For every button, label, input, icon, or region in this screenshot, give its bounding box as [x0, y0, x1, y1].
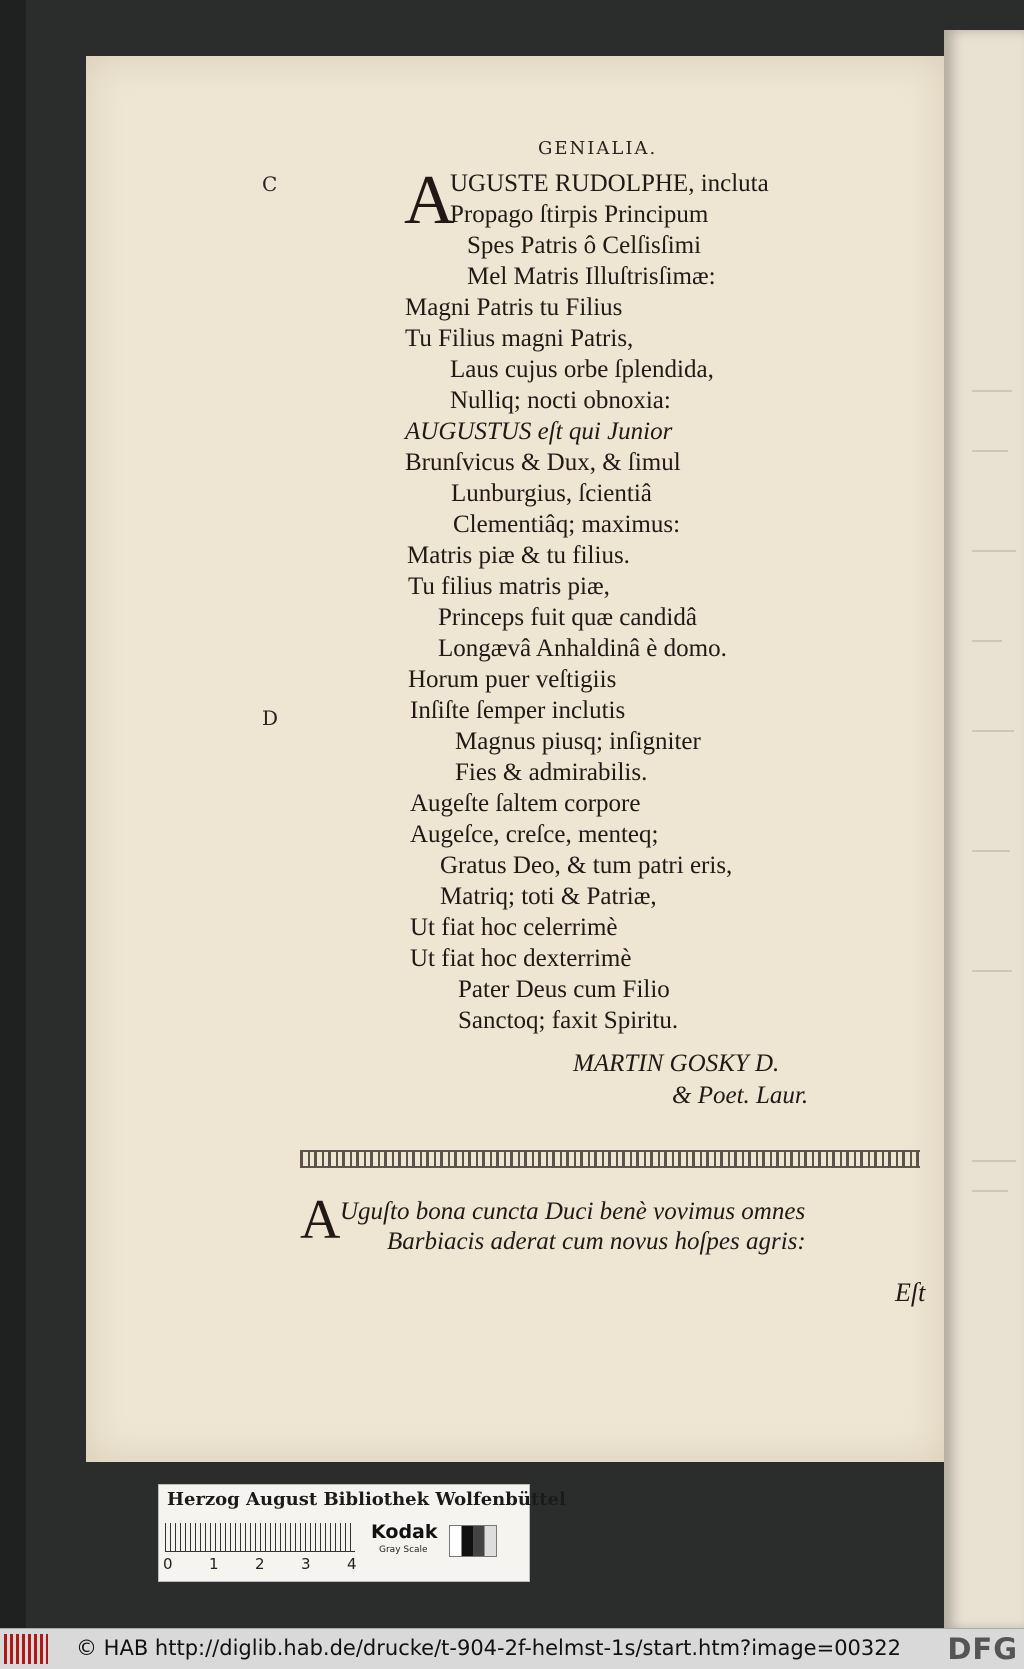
poem-line: Clementiâq; maximus:	[453, 511, 681, 538]
poem-line: Magnus piusq; inſigniter	[455, 728, 701, 755]
running-header: GENIALIA.	[538, 138, 658, 159]
poem-line: Fies & admirabilis.	[455, 759, 648, 786]
ruler-number: 3	[301, 1555, 311, 1573]
poem-attribution-title: & Poet. Laur.	[672, 1082, 809, 1109]
kodak-logo: Kodak	[371, 1521, 438, 1543]
poem-line: Longævâ Anhaldinâ è domo.	[438, 635, 727, 662]
ruler-number: 4	[347, 1555, 357, 1573]
poem-line: Gratus Deo, & tum patri eris,	[440, 852, 733, 879]
facing-page-edge	[944, 30, 1024, 1630]
poem-line: Mel Matris Illuſtrisſimæ:	[467, 263, 716, 290]
scale-ruler	[165, 1523, 355, 1552]
poem-line: Lunburgius, ſcientiâ	[451, 480, 652, 507]
signature-mark-c: C	[262, 172, 278, 196]
scan-left-edge	[0, 0, 26, 1628]
source-url-link[interactable]: © HAB http://diglib.hab.de/drucke/t-904-2f-helmst-1s/start.htm?image=00322	[76, 1636, 901, 1660]
poem-line: Matris piæ & tu filius.	[407, 542, 630, 569]
ornamental-divider	[300, 1150, 920, 1168]
poem-line: Tu filius matris piæ,	[408, 573, 610, 600]
epigram-line: Uguſto bona cuncta Duci benè vovimus omnes	[340, 1198, 806, 1225]
poem-line: Ut fiat hoc dexterrimè	[410, 945, 632, 972]
poem-line: UGUSTE RUDOLPHE, incluta	[450, 170, 769, 197]
signature-mark-d: D	[262, 706, 279, 730]
poem-line: Magni Patris tu Filius	[405, 294, 623, 321]
poem-attribution-name: MARTIN GOSKY D.	[573, 1050, 780, 1077]
library-name: Herzog August Bibliothek Wolfenbüttel	[167, 1489, 566, 1510]
catchword: Eſt	[895, 1278, 926, 1307]
ruler-number: 0	[163, 1555, 173, 1573]
ruler-number: 1	[209, 1555, 219, 1573]
gray-scale-label: Gray Scale	[379, 1545, 428, 1555]
epigram-line: Barbiacis aderat cum novus hoſpes agris:	[387, 1228, 806, 1255]
poem-line: Inſiſte ſemper inclutis	[410, 697, 626, 724]
epigram-drop-cap: A	[300, 1189, 341, 1251]
poem-line: Horum puer veſtigiis	[408, 666, 617, 693]
poem-line: Propago ſtirpis Principum	[450, 201, 709, 228]
library-color-card	[158, 1484, 566, 1582]
poem-line: Sanctoq; faxit Spiritu.	[458, 1007, 679, 1034]
poem-line: Pater Deus cum Filio	[458, 976, 670, 1003]
poem-line: AUGUSTUS eſt qui Junior	[405, 418, 673, 445]
viewer-footer	[0, 1628, 1024, 1669]
ruler-number: 2	[255, 1555, 265, 1573]
poem-line: Nulliq; nocti obnoxia:	[450, 387, 671, 414]
poem-line: Ut fiat hoc celerrimè	[410, 914, 618, 941]
poem-line: Matriq; toti & Patriæ,	[440, 883, 657, 910]
poem-line: Augeſce, creſce, menteq;	[410, 821, 659, 848]
poem-line: Augeſte ſaltem corpore	[410, 790, 641, 817]
poem-line: Princeps fuit quæ candidâ	[438, 604, 697, 631]
poem-line: Spes Patris ô Celſisſimi	[467, 232, 702, 259]
gray-scale-swatch	[449, 1525, 497, 1557]
poem-line: Laus cujus orbe ſplendida,	[450, 356, 714, 383]
poem-drop-cap: A	[404, 162, 455, 239]
poem-line: Brunſvicus & Dux, & ſimul	[405, 449, 681, 476]
dfg-logo: DFG	[947, 1632, 1018, 1666]
poem-line: Tu Filius magni Patris,	[405, 325, 634, 352]
hab-logo-icon	[4, 1634, 48, 1664]
